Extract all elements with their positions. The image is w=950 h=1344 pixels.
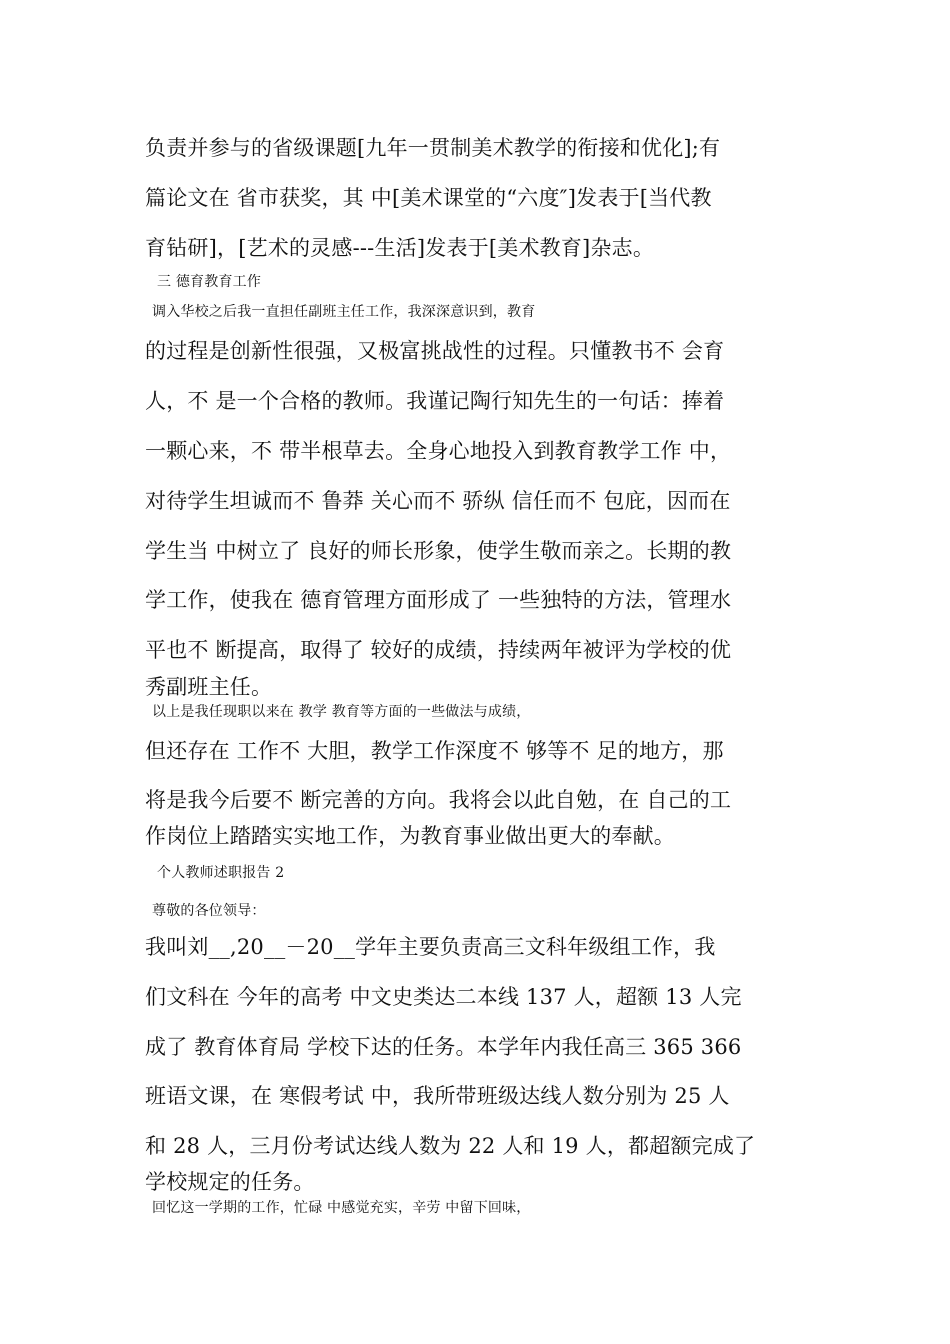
text-line: 篇论文在 省市获奖，其 中[美术课堂的“六度″]发表于[当代教	[145, 186, 712, 210]
text-line: 育钻研]，[艺术的灵感---生活]发表于[美术教育]杂志。	[145, 236, 655, 260]
text-line: 学校规定的任务。	[145, 1170, 315, 1194]
text-line: 学工作，使我在 德育管理方面形成了 一些独特的方法，管理水	[145, 588, 732, 612]
text-line: 们文科在 今年的高考 中文史类达二本线 137 人，超额 13 人完	[145, 985, 742, 1009]
text-line: 平也不 断提高，取得了 较好的成绩，持续两年被评为学校的优	[145, 638, 732, 662]
text-line: 秀副班主任。	[145, 675, 273, 699]
text-line: 调入华校之后我一直担任副班主任工作，我深深意识到，教育	[152, 304, 536, 320]
text-line: 学生当 中树立了 良好的师长形象，使学生敬而亲之。长期的教	[145, 539, 732, 563]
text-line: 的过程是创新性很强，又极富挑战性的过程。只懂教书不 会育	[145, 339, 725, 363]
section-heading: 三 德育教育工作	[157, 274, 262, 290]
text-line: 对待学生坦诚而不 鲁莽 关心而不 骄纵 信任而不 包庇，因而在	[145, 489, 731, 513]
text-line: 作岗位上踏踏实实地工作，为教育事业做出更大的奉献。	[145, 824, 675, 848]
text-line: 以上是我任现职以来在 教学 教育等方面的一些做法与成绩，	[152, 704, 531, 720]
text-line: 和 28 人，三月份考试达线人数为 22 人和 19 人，都超额完成了	[145, 1134, 756, 1158]
text-line: 但还存在 工作不 大胆，教学工作深度不 够等不 足的地方，那	[145, 739, 724, 763]
text-line: 回忆这一学期的工作，忙碌 中感觉充实，辛劳 中留下回味，	[152, 1200, 531, 1216]
text-line: 班语文课，在 寒假考试 中，我所带班级达线人数分别为 25 人	[145, 1084, 730, 1108]
text-line: 成了 教育体育局 学校下达的任务。本学年内我任高三 365 366	[145, 1035, 742, 1059]
text-line: 尊敬的各位领导：	[152, 903, 266, 919]
text-line: 一颗心来，不 带半根草去。全身心地投入到教育教学工作 中，	[145, 439, 732, 463]
text-line: 将是我今后要不 断完善的方向。我将会以此自勉，在 自己的工	[145, 788, 732, 812]
text-line: 人，不 是一个合格的教师。我谨记陶行知先生的一句话：捧着	[145, 389, 725, 413]
section-heading: 个人教师述职报告 2	[157, 865, 285, 881]
text-line: 我叫刘__,20__－20__学年主要负责高三文科年级组工作，我	[145, 935, 716, 959]
text-line: 负责并参与的省级课题[九年一贯制美术教学的衔接和优化];有	[145, 136, 721, 160]
